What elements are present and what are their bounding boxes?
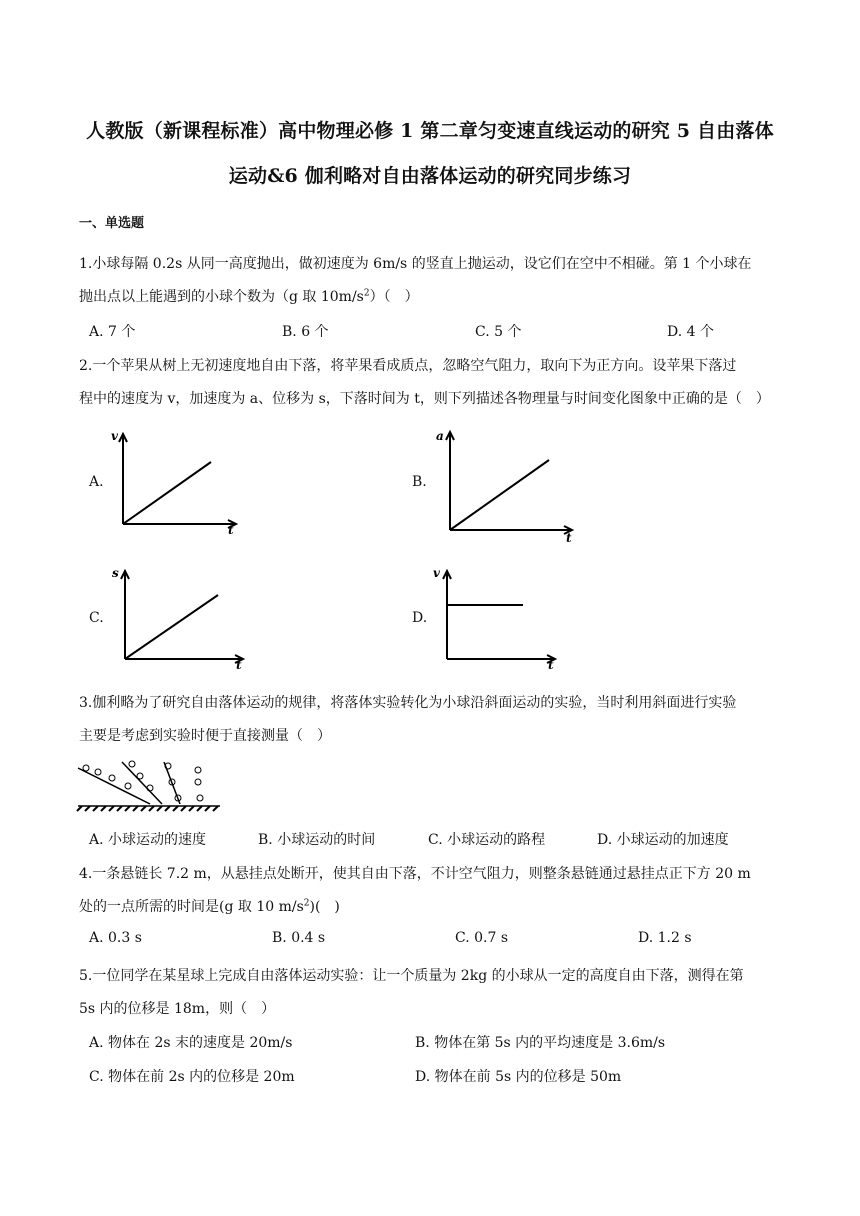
q2-stem-line-1: 2.一个苹果从树上无初速度地自由下落，将苹果看成质点，忽略空气阻力，取向下为正方向。设苹果下落过 — [79, 358, 737, 374]
q2-option-a[interactable]: A. — [89, 474, 104, 490]
q3-stem-line-2: 主要是考虑到实验时便于直接测量（ ） — [79, 728, 331, 744]
q4-stem-line-1: 4.一条悬链长 7.2 m，从悬挂点处断开，使其自由下落，不计空气阻力，则整条悬链通过悬挂点正下方 20 m — [79, 866, 751, 882]
q1-option-b[interactable]: B. 6 个 — [282, 324, 329, 340]
q4-stem-bracket: )( ) — [309, 899, 340, 915]
q2-graph-a — [108, 426, 243, 537]
q3-option-d[interactable]: D. 小球运动的加速度 — [597, 832, 729, 848]
q5-stem-line-2: 5s 内的位移是 18m，则（ ） — [79, 1001, 276, 1017]
q2-graph-b-xlabel: t — [566, 531, 572, 545]
q4-option-a[interactable]: A. 0.3 s — [89, 930, 142, 946]
q4-option-d[interactable]: D. 1.2 s — [638, 930, 692, 946]
q1-option-c[interactable]: C. 5 个 — [475, 324, 522, 340]
q1-stem-line-2 — [79, 286, 799, 306]
q3-option-b[interactable]: B. 小球运动的时间 — [258, 832, 376, 848]
q1-superscript: 2 — [363, 288, 370, 299]
document-title-line-2: 运动&6 伽利略对自由落体运动的研究同步练习 — [228, 165, 632, 187]
q3-option-c[interactable]: C. 小球运动的路程 — [428, 832, 546, 848]
q4-stem-text: 处的一点所需的时间是(g 取 10 m/s — [79, 899, 304, 915]
q2-graph-d-xlabel: t — [548, 658, 554, 672]
q1-stem-line-1: 1.小球每隔 0.2s 从同一高度抛出，做初速度为 6m/s 的竖直上抛运动，设它们在空中不相碰。第 1 个小球在 — [79, 256, 752, 272]
q2-option-c[interactable]: C. — [89, 610, 104, 626]
q4-superscript: 2 — [303, 898, 310, 909]
q2-graph-a-ylabel: v — [111, 429, 118, 443]
q4-stem-line-2 — [79, 896, 799, 916]
q1-option-a[interactable]: A. 7 个 — [89, 324, 136, 340]
q2-graph-b — [434, 426, 579, 544]
q2-graph-b-ylabel: a — [436, 429, 444, 443]
q2-graph-d — [433, 563, 563, 671]
q2-option-d[interactable]: D. — [412, 610, 428, 626]
q1-stem-bracket: ）（ ） — [369, 289, 419, 305]
q3-inclined-plane-figure — [76, 760, 222, 812]
q4-option-c[interactable]: C. 0.7 s — [455, 930, 509, 946]
q5-option-c[interactable]: C. 物体在前 2s 内的位移是 20m — [89, 1069, 295, 1085]
section-heading: 一、单选题 — [79, 216, 145, 231]
document-title-line-1: 人教版（新课程标准）高中物理必修 1 第二章匀变速直线运动的研究 5 自由落体 — [86, 120, 774, 142]
q3-option-a[interactable]: A. 小球运动的速度 — [89, 832, 207, 848]
q5-option-b[interactable]: B. 物体在第 5s 内的平均速度是 3.6m/s — [415, 1035, 666, 1051]
q2-graph-a-xlabel: t — [228, 523, 234, 537]
q5-stem-line-1: 5.一位同学在某星球上完成自由落体运动实验：让一个质量为 2kg 的小球从一定的高度自由下落，测得在第 — [79, 968, 744, 984]
q2-graph-c-xlabel: t — [236, 658, 242, 672]
q4-option-b[interactable]: B. 0.4 s — [272, 930, 326, 946]
q5-option-d[interactable]: D. 物体在前 5s 内的位移是 50m — [415, 1069, 622, 1085]
q3-stem-line-1: 3.伽利略为了研究自由落体运动的规律，将落体实验转化为小球沿斜面运动的实验，当时利用斜面进行实验 — [79, 695, 737, 711]
q2-stem-line-2: 程中的速度为 v，加速度为 a、位移为 s，下落时间为 t，则下列描述各物理量与时间变化图象中正确的是（ ） — [79, 391, 770, 407]
q5-option-a[interactable]: A. 物体在 2s 末的速度是 20m/s — [89, 1035, 293, 1051]
q2-graph-c — [110, 563, 250, 671]
q2-graph-d-ylabel: v — [433, 566, 440, 580]
q1-option-d[interactable]: D. 4 个 — [667, 324, 714, 340]
q2-option-b[interactable]: B. — [412, 474, 427, 490]
q1-stem-text: 抛出点以上能遇到的小球个数为（g 取 10m/s — [79, 289, 364, 305]
q2-graph-c-ylabel: s — [112, 566, 119, 580]
